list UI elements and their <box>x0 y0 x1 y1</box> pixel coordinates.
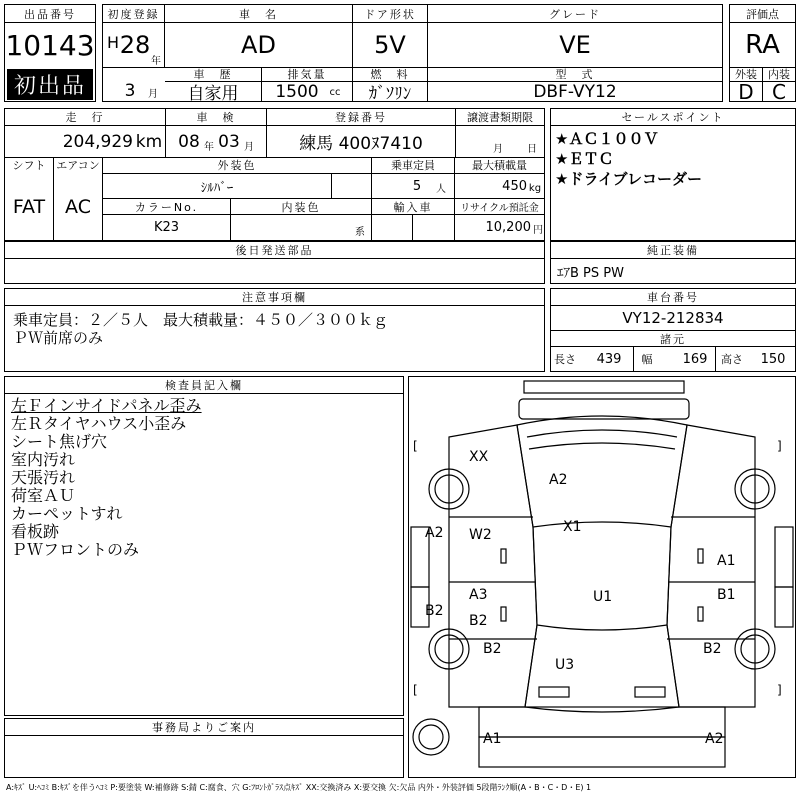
era: H <box>106 32 120 52</box>
score: RA <box>745 30 780 60</box>
mark-a1-right: A1 <box>717 553 736 569</box>
car-diagram <box>408 376 796 778</box>
legend: A:ｷｽﾞ U:ﾍｺﾐ B:ｷｽﾞを伴うﾍｺﾐ P:要塗装 W:補修跡 S:錆 C:腐食、穴 G:ﾌﾛﾝﾄｶﾞﾗｽ点ｷｽﾞ XX:交換済み X:要交換 欠:欠品 内外・外装評価 5段階ﾗﾝｸ順(A・B・C・D・E) 1 <box>6 783 592 792</box>
inspector-box <box>4 376 404 716</box>
ext-grade: D <box>738 79 754 104</box>
width-label: 幅 <box>641 353 653 366</box>
history-label: 車 歴 <box>193 68 233 81</box>
mark-b2-quarter: B2 <box>483 641 502 657</box>
inspector-line-9: ＰＷフロントのみ <box>11 540 140 559</box>
recycle-label: リサイクル預託金 <box>460 203 539 214</box>
mark-a3: A3 <box>469 587 488 603</box>
mark-xx: XX <box>469 449 489 465</box>
insp-month-unit: 月 <box>244 141 254 153</box>
first-reg-label: 初度登録 <box>107 7 160 21</box>
mark-w2: W2 <box>469 527 492 543</box>
vehicle-header-box <box>102 4 723 102</box>
mark-b2-door: B2 <box>469 613 488 629</box>
bracket-br: ] <box>777 683 782 697</box>
note-line-2: ＰＷ前席のみ <box>13 329 104 347</box>
history: 自家用 <box>187 84 239 104</box>
fuel-label: 燃 料 <box>370 68 410 81</box>
max-load: 450 <box>502 178 527 194</box>
first-reg-year: 28 <box>119 31 151 59</box>
grade: VE <box>559 31 591 59</box>
inspector-line-1: 左Ｆインサイドパネル歪み <box>11 396 202 415</box>
bracket-bl: [ <box>413 683 418 697</box>
genuine-equipment-label: 純正装備 <box>647 244 699 257</box>
first-listing-badge: 初出品 <box>7 69 93 100</box>
genuine-equipment: ｴｱB PS PW <box>557 265 624 281</box>
notes-box <box>4 288 545 372</box>
mileage: 204,929 <box>62 131 133 152</box>
inspector-line-8: 看板跡 <box>11 522 60 541</box>
shift: FAT <box>12 195 46 218</box>
detail-box <box>4 108 545 241</box>
int-color-label: 内装色 <box>281 200 321 214</box>
transfer-label: 譲渡書類期限 <box>467 111 533 124</box>
sales-points-box <box>550 108 796 241</box>
inspector-line-7: カーペットすれ <box>11 504 123 523</box>
length: 439 <box>596 351 622 367</box>
max-load-unit: kg <box>528 182 542 194</box>
genuine-equipment-box <box>550 241 796 284</box>
mark-a1-rear: A1 <box>483 731 502 747</box>
chassis-label: 車台番号 <box>647 291 699 304</box>
displacement-label: 排気量 <box>287 68 327 81</box>
sales-points-label: セールスポイント <box>621 111 725 124</box>
ext-color: ｼﾙﾊﾞｰ <box>200 180 234 196</box>
capacity: 5 <box>412 178 422 194</box>
bracket-tl: [ <box>413 439 418 453</box>
car-name: AD <box>241 31 276 59</box>
sales-point-2: ★ＥＴＣ <box>555 150 614 168</box>
notes-label: 注意事項欄 <box>242 291 307 304</box>
displacement-unit: cc <box>329 86 341 98</box>
model-label: 型 式 <box>555 68 595 81</box>
sales-point-3: ★ドライブレコーダー <box>555 170 702 188</box>
lot-number: 10143 <box>5 28 95 62</box>
sales-point-1: ★ＡＣ１００Ｖ <box>555 130 659 148</box>
car-outline <box>409 377 795 777</box>
fuel: ｶﾞｿﾘﾝ <box>368 84 412 104</box>
grade-label: グレード <box>549 7 601 21</box>
max-load-label: 最大積載量 <box>472 159 527 172</box>
int-label: 内装 <box>768 68 790 81</box>
ac: AC <box>65 195 91 218</box>
capacity-label: 乗車定員 <box>391 159 435 172</box>
car-name-label: 車 名 <box>239 7 278 21</box>
mileage-unit: km <box>135 131 163 152</box>
score-label: 評価点 <box>746 7 779 21</box>
insp-year: 08 <box>178 131 200 152</box>
office-box <box>4 718 404 778</box>
office-label: 事務局よりご案内 <box>152 721 256 734</box>
mark-a2-roof: A2 <box>549 472 568 488</box>
recycle-unit: 円 <box>533 224 543 236</box>
mark-a2-left: A2 <box>425 525 444 541</box>
inspector-line-4: 室内汚れ <box>11 450 76 469</box>
width: 169 <box>682 351 708 367</box>
score-box <box>729 4 796 102</box>
displacement: 1500 <box>275 81 319 102</box>
inspector-line-3: シート焦げ穴 <box>11 432 108 451</box>
inspector-label: 検査員記入欄 <box>165 379 243 392</box>
height: 150 <box>760 351 786 367</box>
transfer-day-unit: 日 <box>527 143 537 155</box>
door-type: 5V <box>374 31 406 59</box>
mark-b2-right: B2 <box>703 641 722 657</box>
lot-number-box <box>4 4 96 102</box>
insp-month: 03 <box>218 131 240 152</box>
mark-b2-left: B2 <box>425 603 444 619</box>
mark-b1: B1 <box>717 587 736 603</box>
insp-year-unit: 年 <box>204 141 214 153</box>
length-label: 長さ <box>554 353 576 366</box>
inspector-line-5: 天張汚れ <box>11 468 76 487</box>
int-grade: C <box>772 79 786 104</box>
color-no: K23 <box>153 220 180 235</box>
inspector-line-2: 左Ｒタイヤハウス小歪み <box>11 414 187 433</box>
reg-no-label: 登録番号 <box>335 111 387 124</box>
later-parts-label: 後日発送部品 <box>235 244 314 257</box>
ext-color-label: 外装色 <box>217 159 257 172</box>
mark-u1: U1 <box>593 589 613 605</box>
first-reg-month: 3 <box>124 81 136 101</box>
chassis-number: VY12-212834 <box>622 309 724 327</box>
later-parts-box <box>4 241 545 284</box>
month-unit: 月 <box>148 88 158 100</box>
bracket-tr: ] <box>777 439 782 453</box>
int-color-suffix: 系 <box>355 226 365 238</box>
inspection-label: 車 検 <box>196 111 236 124</box>
mark-a2-rear: A2 <box>705 731 724 747</box>
height-label: 高さ <box>721 353 743 366</box>
chassis-box <box>550 288 796 372</box>
lot-number-label: 出品番号 <box>24 7 76 21</box>
recycle: 10,200 <box>485 220 531 235</box>
ac-label: エアコン <box>56 159 100 172</box>
model: DBF-VY12 <box>533 81 617 102</box>
shift-label: シフト <box>12 159 46 172</box>
reg-no: 練馬 400ﾇ7410 <box>299 134 423 154</box>
inspector-line-6: 荷室ＡＵ <box>11 486 76 505</box>
note-line-1: 乗車定員：２／５人 最大積載量：４５０／３００ｋｇ <box>13 311 389 329</box>
import-label: 輸入車 <box>393 200 433 214</box>
ext-label: 外装 <box>735 68 757 81</box>
specs-label: 諸元 <box>660 332 686 346</box>
mark-u3: U3 <box>555 657 575 673</box>
transfer-month-unit: 月 <box>493 143 503 155</box>
year-unit: 年 <box>151 55 161 67</box>
mark-x1: X1 <box>563 519 582 535</box>
mileage-label: 走 行 <box>65 111 105 124</box>
capacity-unit: 人 <box>436 183 446 195</box>
color-no-label: カラーNo. <box>134 200 199 214</box>
door-label: ドア形状 <box>364 7 416 21</box>
